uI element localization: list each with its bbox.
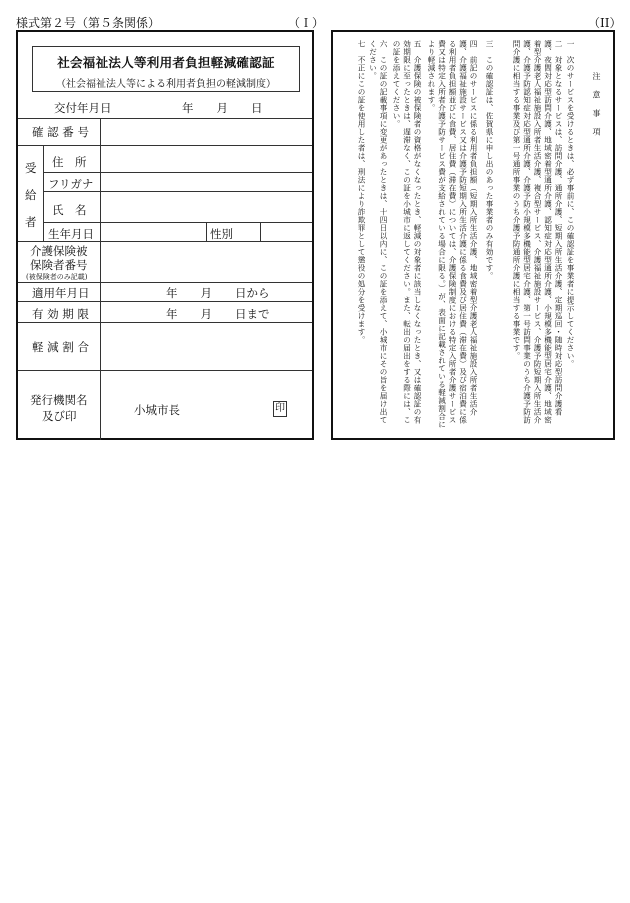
note-item-5: 五 介護保険の被保険者の資格がなくなったとき、軽減の対象者に該当しなくなったとき、又は確認証の有効期限に至ったときは、遅滞なく、この証を小城市に返してください。また、転出の届出をする際には、この証を添えてください。 (392, 40, 422, 424)
certificate-subtitle: （社会福祉法人等による利用者負担の軽減制度） (56, 79, 276, 90)
left-page-number: （Ｉ） (288, 16, 325, 30)
apply-date-label: 適用年月日 (32, 286, 90, 300)
rule (43, 172, 312, 173)
form-number: 様式第２号（第５条関係） (16, 16, 161, 30)
issuer-label-2: 及び印 (42, 409, 77, 423)
note-item-6: 六 この証の記載事項に変更があったときは、十四日以内に、この証を添えて、小城市にその旨を届け出てください。 (368, 40, 388, 424)
rule (18, 322, 312, 323)
confirm-number-label: 確 認 番 号 (32, 125, 89, 139)
title-box (32, 46, 300, 92)
valid-period-value: 年 月 日まで (166, 307, 270, 321)
rule (260, 222, 261, 241)
note-item-7: 七 不正にこの証を使用した者は、刑法により詐欺罪として懲役の処分を受けます。 (357, 40, 366, 344)
note-item-3: 三 この確認証は、佐賀県に申し出のあった事業者のみ有効です。 (485, 40, 494, 280)
reduction-label: 軽 減 割 合 (32, 340, 89, 354)
rule (43, 145, 44, 241)
rule (43, 222, 312, 223)
rule (18, 282, 312, 283)
rule (100, 118, 101, 440)
issuer-label-1: 発行機関名 (30, 393, 88, 407)
recipient-char-1: 受 (25, 161, 37, 175)
note-item-1: 一 次のサービスを受けるときは、必ず事前に、この確認証を事業者に提示してください。 (566, 40, 575, 368)
birthdate-label: 生年月日 (48, 227, 94, 241)
issuer-value: 小城市長 (134, 403, 180, 417)
note-item-2: 二 対象となるサービスは、訪問介護、通所介護、短期入所生活介護、定期巡回・随時対応型訪問介護看護、夜間対応型訪問介護、地域密着型通所介護、認知症対応型通所介護、小規模多機能型居宅介護、地域密着型介護老人福祉施設入所者生活介護、複合型サービス、介護福祉施設サービス、介護予防短期入所生活介護、介護予防認知症対応型通所介護、介護予防小規模多機能型居宅介護、第一号訪問事業のうち介護予防訪問介護に相当する事業及び第一号通所事業のうち介護予防通所介護に相当する事業です。 (512, 40, 563, 424)
recipient-char-2: 給 (25, 188, 37, 202)
notes-title: 注 意 事 項 (592, 72, 601, 140)
rule (206, 222, 207, 241)
certificate-back (331, 30, 615, 440)
address-label: 住 所 (52, 155, 87, 169)
note-item-4: 四 前記のサービスに係る利用者負担額（短期入所生活介護、地域密着型介護老人福祉施設入所者生活介護、介護福祉施設サービス又は介護予防短期入所生活介護に係る食費及び居住費（滞在費）及び宿泊費に係る利用者負担額並びに食費、居住費（滞在費）については、介護保険制度における特定入所者介護サービス費又は特定入所者介護予防サービス費が支給されている場合に限る。）が、表面に記載されている軽減割合により軽減されます。 (427, 40, 478, 429)
valid-period-label: 有 効 期 限 (32, 307, 89, 321)
insured-number-note: (被保険者のみ記載) (26, 273, 88, 281)
rule (18, 370, 312, 371)
insured-number-label-2: 保険者番号 (30, 258, 88, 272)
gender-label: 性別 (210, 227, 233, 241)
certificate-front (16, 30, 314, 440)
rule (18, 301, 312, 302)
certificate-title: 社会福祉法人等利用者負担軽減確認証 (57, 55, 275, 70)
furigana-label: フリガナ (48, 177, 94, 191)
recipient-char-3: 者 (25, 215, 37, 229)
right-page-number: （II） (588, 16, 622, 30)
apply-date-value: 年 月 日から (166, 286, 270, 300)
insured-number-label-1: 介護保険被 (30, 244, 88, 258)
name-label: 氏 名 (52, 203, 87, 217)
rule (18, 118, 312, 119)
rule (18, 145, 312, 146)
issue-date-placeholder: 年 月 日 (182, 101, 263, 115)
seal-mark: 印 (273, 401, 287, 417)
issue-date-label: 交付年月日 (54, 101, 112, 115)
